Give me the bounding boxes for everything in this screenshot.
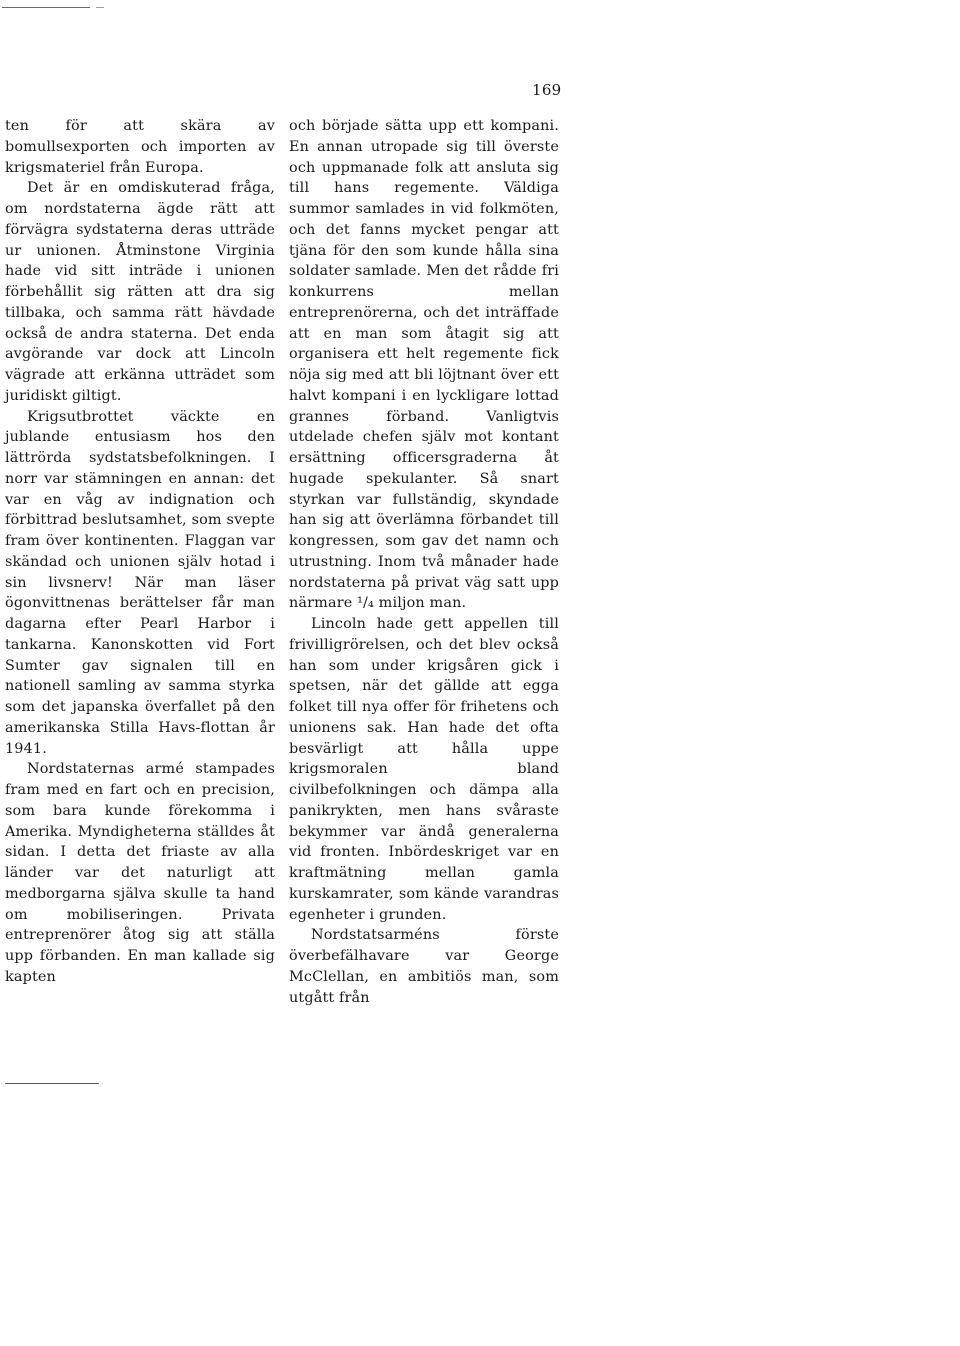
- left-paragraph-2: Det är en omdiskuterad fråga, om nordstaterna ägde rätt att förvägra sydstaterna deras utträde ur unionen. Åtminstone Virginia hade vid sitt inträde i unionen förbehållit sig rätten att dra sig tillbaka, och samma rätt hävdade också de andra staterna. Det enda avgörande var dock att Lincoln vägrade att erkänna utträdet som juridiskt giltigt.: [5, 180, 275, 404]
- scan-edge-line: [2, 7, 90, 8]
- right-column: [289, 116, 559, 1008]
- page-number: 169: [532, 81, 562, 99]
- left-paragraph-4: Nordstaternas armé stampades fram med en fart och en precision, som bara kunde förekomma i Amerika. Myndigheterna ställdes åt sidan. I detta det friaste av alla länder var det naturligt att medborgarna själva skulle ta hand om mobiliseringen. Privata entreprenörer åtog sig att ställa upp förbanden. En man kallade sig kapten: [5, 761, 275, 985]
- right-paragraph-1: och började sätta upp ett kompani. En annan utropade sig till överste och uppmanade folk att ansluta sig till hans regemente. Väldiga summor samlades in vid folkmöten, och det fanns mycket pengar att tjäna för den som kunde hålla sina soldater samlade. Men det rådde fri konkurrens mellan entreprenörerna, och det inträffade att en man som åtagit sig att organisera ett helt regemente fick nöja sig med att bli löjtnant över ett halvt kompani i en lyckligare lottad grannes förband. Vanligtvis utdelade chefen själv mot kontant ersättning officersgraderna åt hugade spekulanter. Så snart styrkan var fullständig, skyndade han sig att överlämna förbandet till kongressen, som gav det namn och utrustning. Inom två månader hade nordstaterna på privat väg satt upp närmare ¹/₄ miljon man.: [289, 118, 559, 612]
- right-paragraph-2: Lincoln hade gett appellen till frivilligrörelsen, och det blev också han som under krigsåren gick i spetsen, när det gällde att egga folket till nya offer för frihetens och unionens sak. Han hade det ofta besvärligt att hålla uppe krigsmoralen bland civilbefolkningen och dämpa alla panikrykten, men hans svåraste bekymmer var ändå generalerna vid fronten. Inbördeskriget var en kraftmätning mellan gamla kurskamrater, som kände varandras egenheter i grunden.: [289, 616, 559, 923]
- right-paragraph-3: Nordstatsarméns förste överbefälhavare var George McClellan, en ambitiös man, som utgått från: [289, 927, 559, 1006]
- footnote-divider: [5, 1083, 99, 1084]
- left-paragraph-3: Krigsutbrottet väckte en jublande entusiasm hos den lättrörda sydstatsbefolkningen. I norr var stämningen en annan: det var en våg av indignation och förbittrad beslutsamhet, som svepte fram över kontinenten. Flaggan var skändad och unionen själv hotad i sin livsnerv! När man läser ögonvittnenas berättelser får man dagarna efter Pearl Harbor i tankarna. Kanonskotten vid Fort Sumter gav signalen till en nationell samling av samma styrka som det japanska överfallet på den amerikanska Stilla Havs-flottan år 1941.: [5, 408, 275, 757]
- scan-edge-mark: [96, 7, 104, 8]
- left-paragraph-1: ten för att skära av bomullsexporten och importen av krigsmateriel från Europa.: [5, 118, 275, 176]
- left-column: [5, 116, 275, 988]
